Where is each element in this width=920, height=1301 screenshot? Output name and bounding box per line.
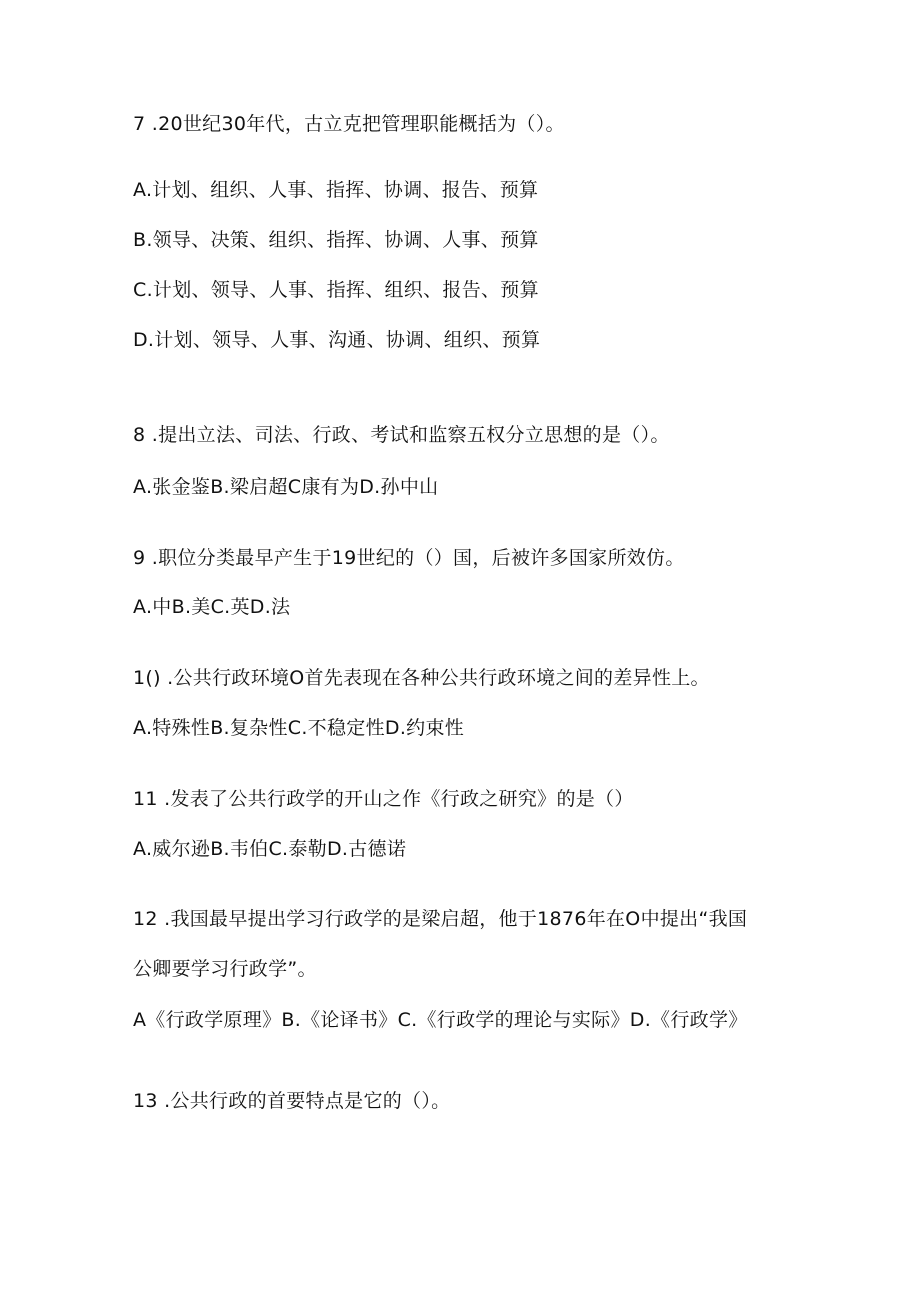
question-12-options: A《行政学原理》B.《论译书》C.《行政学的理论与实际》D.《行政学》: [133, 1009, 748, 1031]
question-7: 7 .20世纪30年代，古立克把管理职能概括为（）。: [133, 113, 565, 135]
question-11: 11 .发表了公共行政学的开山之作《行政之研究》的是（）: [133, 788, 634, 810]
question-12-continuation: 公卿要学习行政学”。: [133, 958, 317, 980]
question-7-option-d: D.计划、领导、人事、沟通、协调、组织、预算: [133, 329, 541, 351]
question-7-option-c: C.计划、领导、人事、指挥、组织、报告、预算: [133, 279, 539, 301]
question-9-options: A.中B.美C.英D.法: [133, 596, 291, 618]
question-8-options: A.张金鉴B.梁启超C康有为D.孙中山: [133, 476, 439, 498]
question-12: 12 .我国最早提出学习行政学的是梁启超，他于1876年在O中提出“我国: [133, 908, 748, 930]
question-7-option-a: A.计划、组织、人事、指挥、协调、报告、预算: [133, 179, 539, 201]
question-7-option-b: B.领导、决策、组织、指挥、协调、人事、预算: [133, 229, 539, 251]
question-9: 9 .职位分类最早产生于19世纪的（）国，后被许多国家所效仿。: [133, 547, 685, 569]
question-8: 8 .提出立法、司法、行政、考试和监察五权分立思想的是（）。: [133, 424, 670, 446]
question-13: 13 .公共行政的首要特点是它的（）。: [133, 1090, 451, 1112]
question-11-options: A.威尔逊B.韦伯C.泰勒D.古德诺: [133, 838, 407, 860]
question-10: 1() .公共行政环境O首先表现在各种公共行政环境之间的差异性上。: [133, 667, 710, 689]
question-10-options: A.特殊性B.复杂性C.不稳定性D.约束性: [133, 717, 465, 739]
